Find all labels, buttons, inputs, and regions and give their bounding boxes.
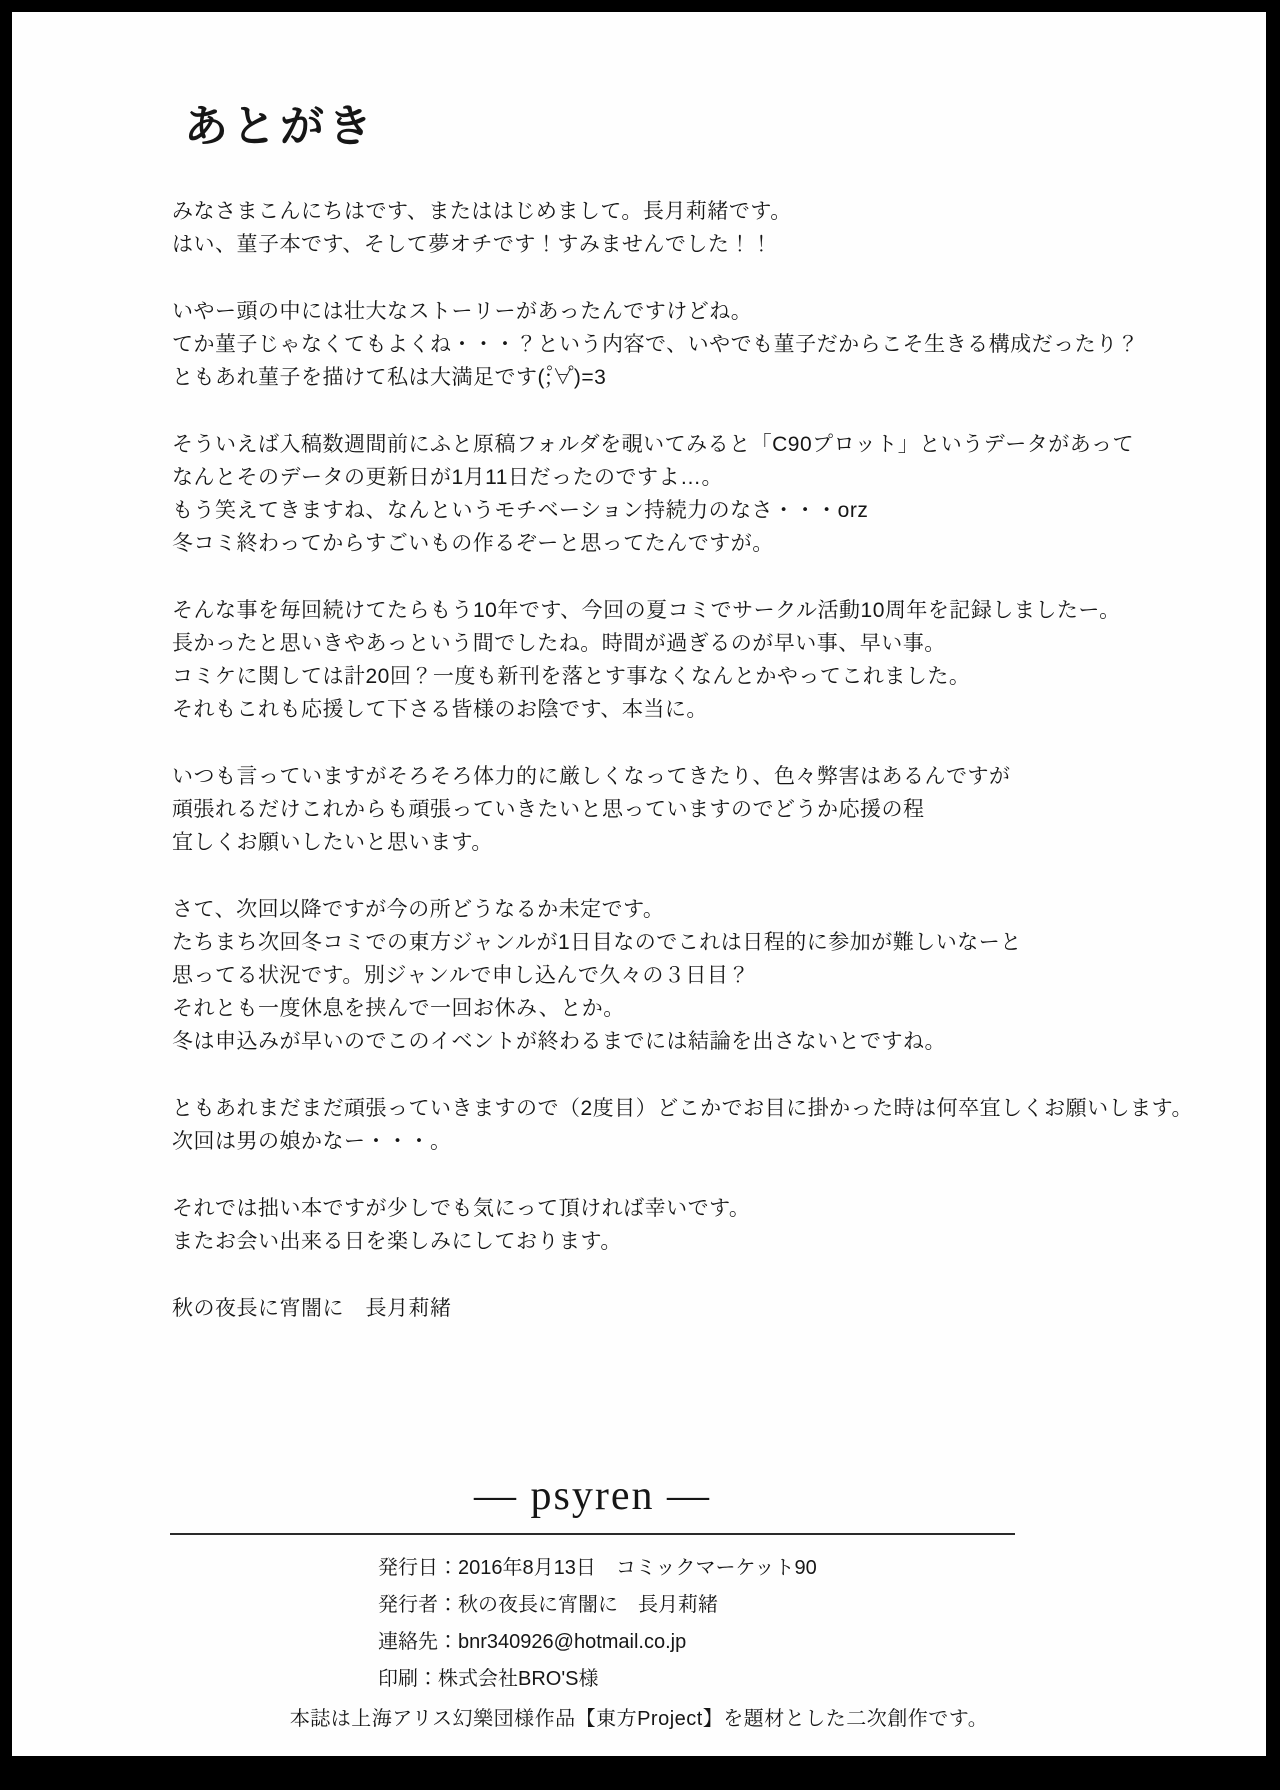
- afterword-body: [172, 195, 1202, 1325]
- colophon-line: 印刷：株式会社BRO'S様: [378, 1668, 599, 1690]
- colophon-line: 連絡先：bnr340926@hotmail.co.jp: [378, 1631, 687, 1653]
- paragraph: [172, 760, 1202, 859]
- text-line: さて、次回以降ですが今の所どうなるか未定です。: [172, 898, 665, 921]
- text-line: 冬コミ終わってからすごいもの作るぞーと思ってたんですが。: [172, 532, 774, 555]
- text-line: たちまち次回冬コミでの東方ジャンルが1日目なのでこれは日程的に参加が難しいなーと: [172, 931, 1022, 954]
- text-line: 思ってる状況です。別ジャンルで申し込んで久々の３日目？: [172, 964, 750, 987]
- paragraph: [172, 594, 1202, 726]
- footer-divider: [170, 1533, 1015, 1535]
- text-line: コミケに関しては計20回？一度も新刊を落とす事なくなんとかやってこれました。: [172, 665, 971, 688]
- text-line: それとも一度休息を挟んで一回お休み、とか。: [172, 997, 625, 1020]
- text-line: もう笑えてきますね、なんというモチベーション持続力のなさ・・・orz: [172, 499, 869, 522]
- afterword-page: [12, 12, 1266, 1756]
- colophon-line: 発行日：2016年8月13日 コミックマーケット90: [378, 1557, 817, 1579]
- text-line: 頑張れるだけこれからも頑張っていきたいと思っていますのでどうか応援の程: [172, 798, 925, 821]
- text-line: ともあれ菫子を描けて私は大満足です(;゚∀゚)=3: [172, 366, 607, 389]
- text-line: いやー頭の中には壮大なストーリーがあったんですけどね。: [172, 300, 753, 323]
- author-signature: 秋の夜長に宵闇に 長月莉緒: [172, 1297, 452, 1320]
- text-line: それでは拙い本ですが少しでも気にって頂ければ幸いです。: [172, 1197, 751, 1220]
- text-line: 宜しくお願いしたいと思います。: [172, 831, 493, 854]
- paragraph: [172, 428, 1202, 560]
- text-line: またお会い出来る日を楽しみにしております。: [172, 1230, 622, 1253]
- colophon-line: 発行者：秋の夜長に宵闇に 長月莉緒: [378, 1594, 718, 1616]
- text-line: そういえば入稿数週間前にふと原稿フォルダを覗いてみると「C90プロット」というデータがあって: [172, 433, 1134, 456]
- text-line: 冬は申込みが早いのでこのイベントが終わるまでには結論を出さないとですね。: [172, 1030, 946, 1053]
- colophon: [378, 1550, 817, 1698]
- text-line: 次回は男の娘かなー・・・。: [172, 1130, 452, 1153]
- circle-name-psyren: ― psyren ―: [474, 1473, 711, 1519]
- text-line: はい、菫子本です、そして夢オチです！すみませんでした！！: [172, 233, 773, 256]
- text-line: ともあれまだまだ頑張っていきますので（2度目）どこかでお目に掛かった時は何卒宜しくお願いします。: [172, 1097, 1193, 1120]
- text-line: そんな事を毎回続けてたらもう10年です、今回の夏コミでサークル活動10周年を記録しましたー。: [172, 599, 1121, 622]
- text-line: 長かったと思いきやあっという間でしたね。時間が過ぎるのが早い事、早い事。: [172, 632, 946, 655]
- text-line: それもこれも応援して下さる皆様のお陰です、本当に。: [172, 698, 708, 721]
- text-line: てか菫子じゃなくてもよくね・・・？という内容で、いやでも菫子だからこそ生きる構成だったり？: [172, 333, 1140, 356]
- paragraph: [172, 195, 1202, 261]
- paragraph: [172, 1092, 1202, 1158]
- text-line: いつも言っていますがそろそろ体力的に厳しくなってきたり、色々弊害はあるんですが: [172, 765, 1011, 788]
- paragraph: [172, 1192, 1202, 1258]
- text-line: みなさまこんにちはです、またははじめまして。長月莉緒です。: [172, 200, 792, 223]
- paragraph: [172, 893, 1202, 1058]
- derivative-work-disclaimer: 本誌は上海アリス幻樂団様作品【東方Project】を題材とした二次創作です。: [289, 1708, 989, 1730]
- page-title: あとがき: [184, 102, 376, 151]
- text-line: なんとそのデータの更新日が1月11日だったのですよ…。: [172, 466, 723, 489]
- paragraph: [172, 295, 1202, 394]
